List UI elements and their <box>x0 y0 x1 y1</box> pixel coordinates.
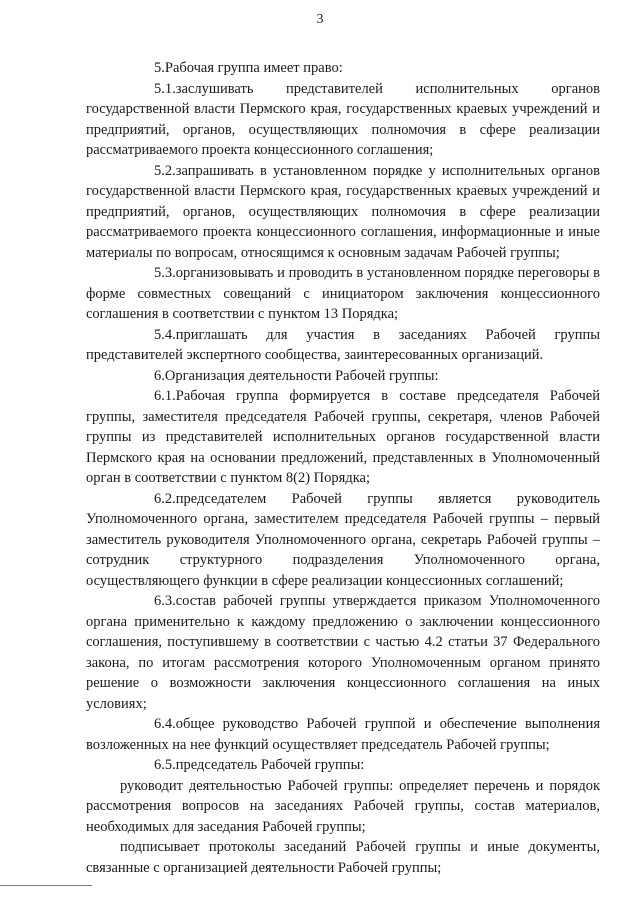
paragraph <box>86 79 600 161</box>
paragraph-text: председателем Рабочей группы является руководитель Уполномоченного органа, заместителем председателя Рабочей группы – первый заместитель руководителя Уполномоченного органа, секретарь Рабочей группы – сотрудник структурного подразделения Уполномоченного органа, осуществляющего функции в сфере реализации концессионных соглашений; <box>86 490 600 589</box>
paragraph-text: подписывает протоколы заседаний Рабочей группы и иные документы, связанные с организацией деятельности Рабочей группы; <box>86 839 600 876</box>
paragraph <box>86 263 600 325</box>
paragraph-text: состав рабочей группы утверждается приказом Уполномоченного органа применительно к каждому предложению о заключении концессионного соглашения, поступившему в соответствии с частью 4.2 статьи 37 Федерального закона, по итогам рассмотрения которого Уполномоченным органом принято решение о возможности заключения концессионного соглашения на иных условиях; <box>86 593 600 712</box>
paragraph <box>86 325 600 366</box>
clause-number: 6.4. <box>154 716 176 732</box>
paragraph <box>86 58 600 79</box>
paragraph <box>86 591 600 714</box>
page-number: 3 <box>316 12 324 27</box>
paragraph-text: заслушивать представителей исполнительных органов государственной власти Пермского края, государственных краевых учреждений и предприятий, органов, осуществляющих полномочия в сфере реализации рассматриваемого проекта концессионного соглашения; <box>86 80 600 158</box>
clause-number: 6.1. <box>154 388 176 404</box>
paragraph-text: запрашивать в установленном порядке у исполнительных органов государственной власти Пермского края, государственных краевых учреждений и предприятий, органов, осуществляющих полномочия в сфере реализации рассматриваемого проекта концессионного соглашения, информационные и иные материалы по вопросам, относящимся к основным задачам Рабочей группы; <box>86 162 600 261</box>
paragraph-text: Рабочая группа формируется в составе председателя Рабочей группы, заместителя председателя Рабочей группы, секретаря, членов Рабочей группы из представителей исполнительных органов государственной власти Пермского края на основании предложений, представленных в Уполномоченный орган в соответствии с пунктом 8(2) Порядка; <box>86 388 600 486</box>
clause-number: 6.2. <box>154 490 176 507</box>
paragraph <box>86 366 600 387</box>
paragraph <box>86 755 600 776</box>
clause-number: 5.1. <box>154 80 176 97</box>
paragraph <box>86 776 600 838</box>
paragraph <box>86 489 600 592</box>
paragraph <box>86 837 600 878</box>
paragraph-text: руководит деятельностью Рабочей группы: определяет перечень и порядок рассмотрения вопросов на заседаниях Рабочей группы, состав материалов, необходимых для заседания Рабочей группы; <box>86 777 600 835</box>
footnote-divider <box>0 885 92 886</box>
paragraph <box>86 386 600 489</box>
paragraph <box>86 714 600 755</box>
clause-number: 5. <box>154 60 165 76</box>
clause-number: 5.4. <box>154 326 176 343</box>
paragraph-text: Организация деятельности Рабочей группы: <box>164 367 439 384</box>
paragraph <box>86 161 600 264</box>
clause-number: 5.2. <box>154 162 176 179</box>
clause-number: 6.3. <box>154 593 176 609</box>
paragraph-text: приглашать для участия в заседаниях Рабочей группы представителей экспертного сообщества, заинтересованных организаций. <box>86 326 600 363</box>
document-body <box>86 58 600 878</box>
paragraph-text: общее руководство Рабочей группой и обеспечение выполнения возложенных на нее функций осуществляет председатель Рабочей группы; <box>86 716 600 753</box>
paragraph-text: организовывать и проводить в установленном порядке переговоры в форме совместных совещаний с инициатором заключения концессионного соглашения в соответствии с пунктом 13 Порядка; <box>86 265 600 322</box>
clause-number: 5.3. <box>154 265 176 281</box>
paragraph-text: председатель Рабочей группы: <box>175 757 365 773</box>
clause-number: 6. <box>154 367 165 384</box>
clause-number: 6.5. <box>154 757 176 773</box>
paragraph-text: Рабочая группа имеет право: <box>164 60 343 76</box>
